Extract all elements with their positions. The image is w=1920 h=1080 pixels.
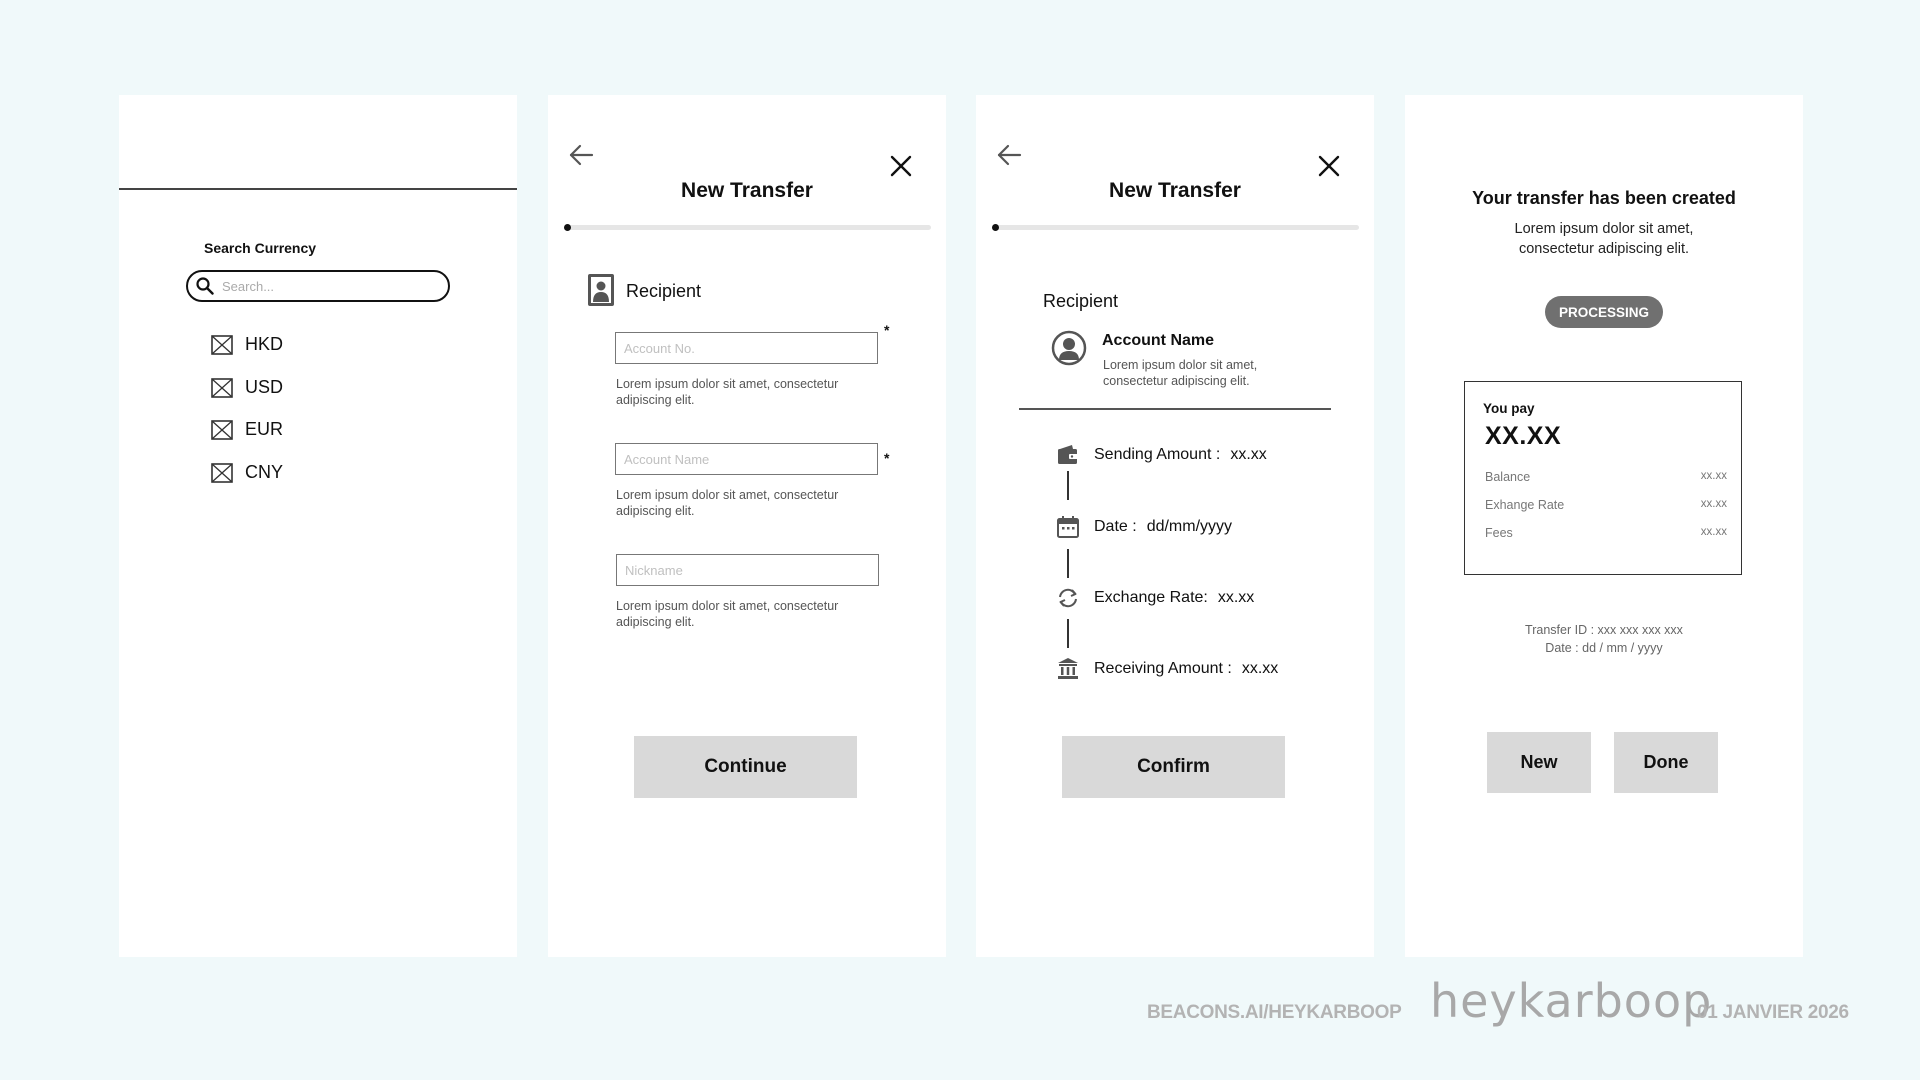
step-value: xx.xx [1241,660,1279,677]
transfer-date: Date : dd / mm / yyyy [1545,641,1663,655]
progress-track [565,225,931,230]
currency-item-eur[interactable] [211,419,283,440]
step-label: Date : [1094,518,1137,535]
summary-row-balance [1485,470,1727,484]
done-button[interactable]: Done [1614,732,1718,793]
step-connector [1067,549,1069,578]
step-connector [1067,471,1069,500]
step-label: Sending Amount : [1094,446,1221,463]
confirm-button[interactable]: Confirm [1062,736,1285,798]
search-currency-label: Search Currency [204,240,317,256]
header-divider [119,188,517,190]
section-divider [1019,408,1331,410]
close-icon[interactable] [890,155,912,177]
search-icon [196,277,214,295]
nickname-input[interactable] [625,563,870,578]
calendar-icon [1056,515,1080,539]
success-description-line: Lorem ipsum dolor sit amet, [1514,221,1694,237]
step-label: Receiving Amount : [1094,660,1232,677]
image-placeholder-icon [211,463,233,483]
brand-logo: heykarboop [1430,974,1713,1028]
success-screen [1405,95,1803,957]
success-description-line: consectetur adipiscing elit. [1518,241,1690,257]
step-receiving-amount [1056,657,1278,681]
progress-track [993,225,1359,230]
step-value: dd/mm/yyyy [1146,518,1233,535]
step-label: Exchange Rate: [1094,589,1208,606]
footer-date: 01 JANVIER 2026 [1697,1002,1849,1023]
success-description [1405,219,1803,259]
recipient-section-title: Recipient [626,281,702,301]
step-exchange-rate [1056,587,1254,609]
row-value: xx.xx [1700,470,1727,482]
continue-button[interactable]: Continue [634,736,857,798]
nickname-help: Lorem ipsum dolor sit amet, consectetur adipiscing elit. [616,599,839,629]
currency-screen [119,95,517,957]
progress-indicator [564,224,571,231]
summary-row-exchange-rate [1485,498,1727,512]
currency-search-box[interactable] [186,270,450,302]
progress-indicator [992,224,999,231]
currency-item-usd[interactable] [211,377,283,398]
review-screen [976,95,1374,957]
row-label: Fees [1485,526,1513,540]
step-sending-amount [1056,444,1267,466]
page-title: New Transfer [681,179,813,202]
wallet-icon [1056,444,1080,466]
currency-code: USD [245,377,284,397]
nickname-field[interactable] [616,554,879,586]
row-label: Balance [1485,470,1531,484]
currency-code: CNY [245,462,284,482]
recipient-form-screen [548,95,946,957]
pay-amount: XX.XX [1485,422,1562,450]
refresh-icon [1056,587,1080,609]
account-name: Account Name [1102,332,1215,349]
user-avatar-icon [1051,330,1087,366]
account-no-field[interactable] [615,332,878,364]
account-description: Lorem ipsum dolor sit amet, consectetur adipiscing elit. [1103,358,1258,388]
account-no-input[interactable] [624,341,869,356]
close-icon[interactable] [1318,155,1340,177]
step-connector [1067,619,1069,648]
row-label: Exhange Rate [1485,498,1565,512]
image-placeholder-icon [211,420,233,440]
page-title: New Transfer [1109,179,1241,202]
account-name-input[interactable] [624,452,869,467]
contact-book-icon [587,273,615,307]
payment-summary-card [1464,381,1742,575]
row-value: xx.xx [1700,498,1727,510]
account-name-field[interactable] [615,443,878,475]
bank-icon [1056,657,1080,681]
account-no-help: Lorem ipsum dolor sit amet, consectetur adipiscing elit. [616,377,839,407]
summary-row-fees [1485,526,1727,540]
status-badge: PROCESSING [1545,296,1663,328]
row-value: xx.xx [1700,526,1727,538]
currency-item-cny[interactable] [211,462,283,483]
footer-link[interactable]: BEACONS.AI/HEYKARBOOP [1147,1002,1402,1023]
image-placeholder-icon [211,335,233,355]
currency-code: EUR [245,419,284,439]
currency-search-input[interactable] [222,279,422,294]
currency-code: HKD [245,334,284,354]
success-title: Your transfer has been created [1472,188,1736,208]
arrow-left-icon[interactable] [996,143,1022,167]
you-pay-label: You pay [1483,401,1535,416]
step-value: xx.xx [1217,589,1255,606]
new-button[interactable]: New [1487,732,1591,793]
image-placeholder-icon [211,378,233,398]
transfer-id: Transfer ID : xxx xxx xxx xxx [1525,623,1683,637]
recipient-label: Recipient [1043,291,1119,311]
required-mark: * [884,322,890,338]
currency-item-hkd[interactable] [211,334,283,355]
step-date [1056,515,1232,539]
required-mark: * [884,450,890,466]
account-name-help: Lorem ipsum dolor sit amet, consectetur adipiscing elit. [616,488,839,518]
step-value: xx.xx [1230,446,1267,463]
arrow-left-icon[interactable] [568,143,594,167]
